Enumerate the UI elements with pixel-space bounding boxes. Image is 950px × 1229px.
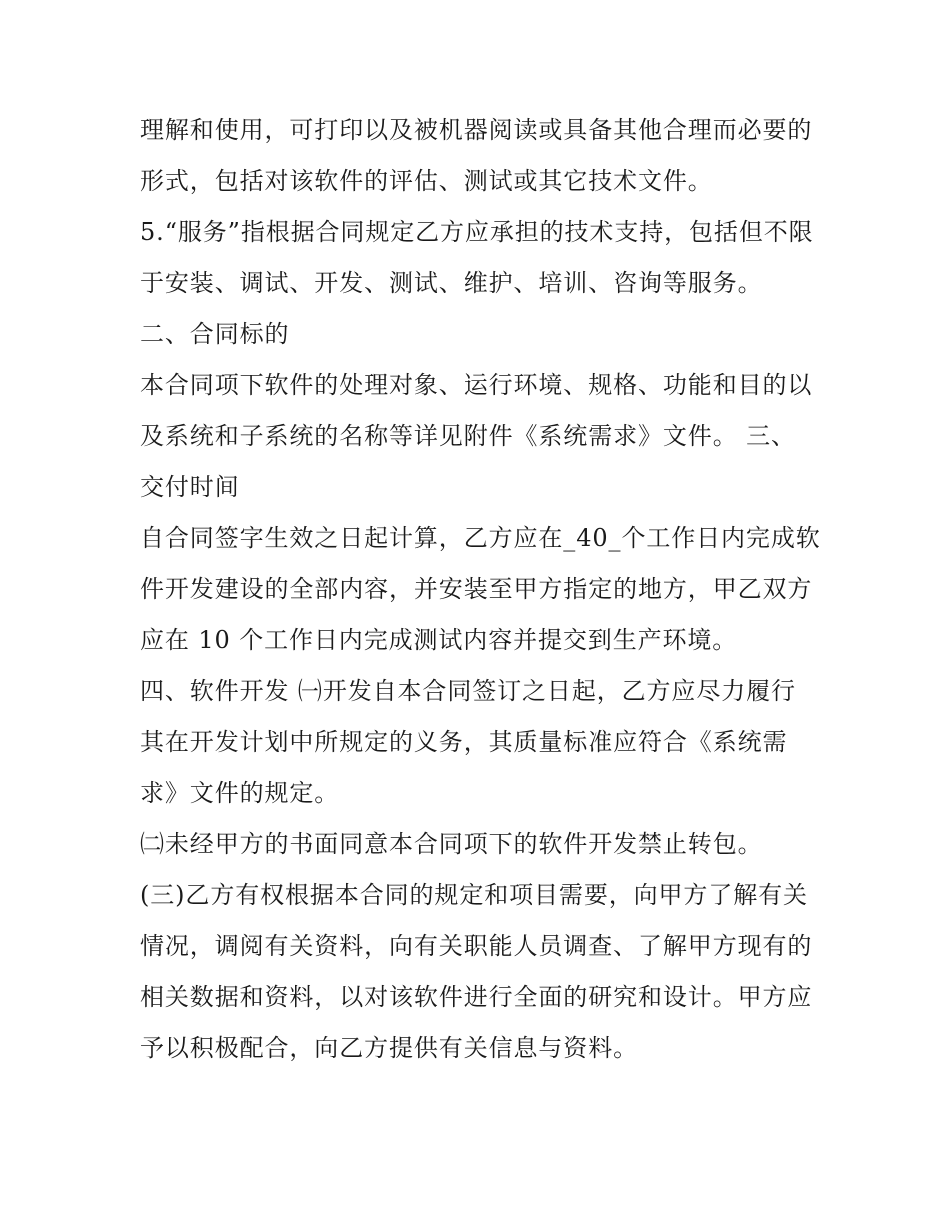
- text-line: 形式，包括对该软件的评估、测试或其它技术文件。: [140, 167, 713, 195]
- text-line: 应在 10 个工作日内完成测试内容并提交到生产环境。: [140, 626, 738, 654]
- text-line: 件开发建设的全部内容，并安装至甲方指定的地方，甲乙双方: [140, 575, 813, 603]
- text-line: (三)乙方有权根据本合同的规定和项目需要，向甲方了解有关: [140, 881, 808, 909]
- text-line: 5.“服务”指根据合同规定乙方应承担的技术支持，包括但不限: [140, 218, 814, 246]
- text-line: 四、软件开发 ㈠开发自本合同签订之日起，乙方应尽力履行: [140, 677, 796, 705]
- text-line: 于安装、调试、开发、测试、维护、培训、咨询等服务。: [140, 269, 763, 297]
- text-line: 求》文件的规定。: [140, 779, 340, 807]
- text-line: ㈡未经甲方的书面同意本合同项下的软件开发禁止转包。: [140, 830, 763, 858]
- text-line: 情况，调阅有关资料，向有关职能人员调查、了解甲方现有的: [140, 932, 813, 960]
- text-line: 其在开发计划中所规定的义务，其质量标准应符合《系统需: [140, 728, 788, 756]
- text-line: 理解和使用，可打印以及被机器阅读或具备其他合理而必要的: [140, 116, 813, 144]
- text-line: 相关数据和资料，以对该软件进行全面的研究和设计。甲方应: [140, 983, 813, 1011]
- text-line: 及系统和子系统的名称等详见附件《系统需求》文件。 三、: [140, 422, 796, 450]
- section-heading: 二、合同标的: [140, 320, 290, 348]
- text-line: 予以积极配合，向乙方提供有关信息与资料。: [140, 1034, 638, 1062]
- text-line: 自合同签字生效之日起计算，乙方应在_40_个工作日内完成软: [140, 524, 821, 552]
- document-body: [140, 105, 821, 1074]
- text-line: 本合同项下软件的处理对象、运行环境、规格、功能和目的以: [140, 371, 813, 399]
- section-heading: 交付时间: [140, 473, 240, 501]
